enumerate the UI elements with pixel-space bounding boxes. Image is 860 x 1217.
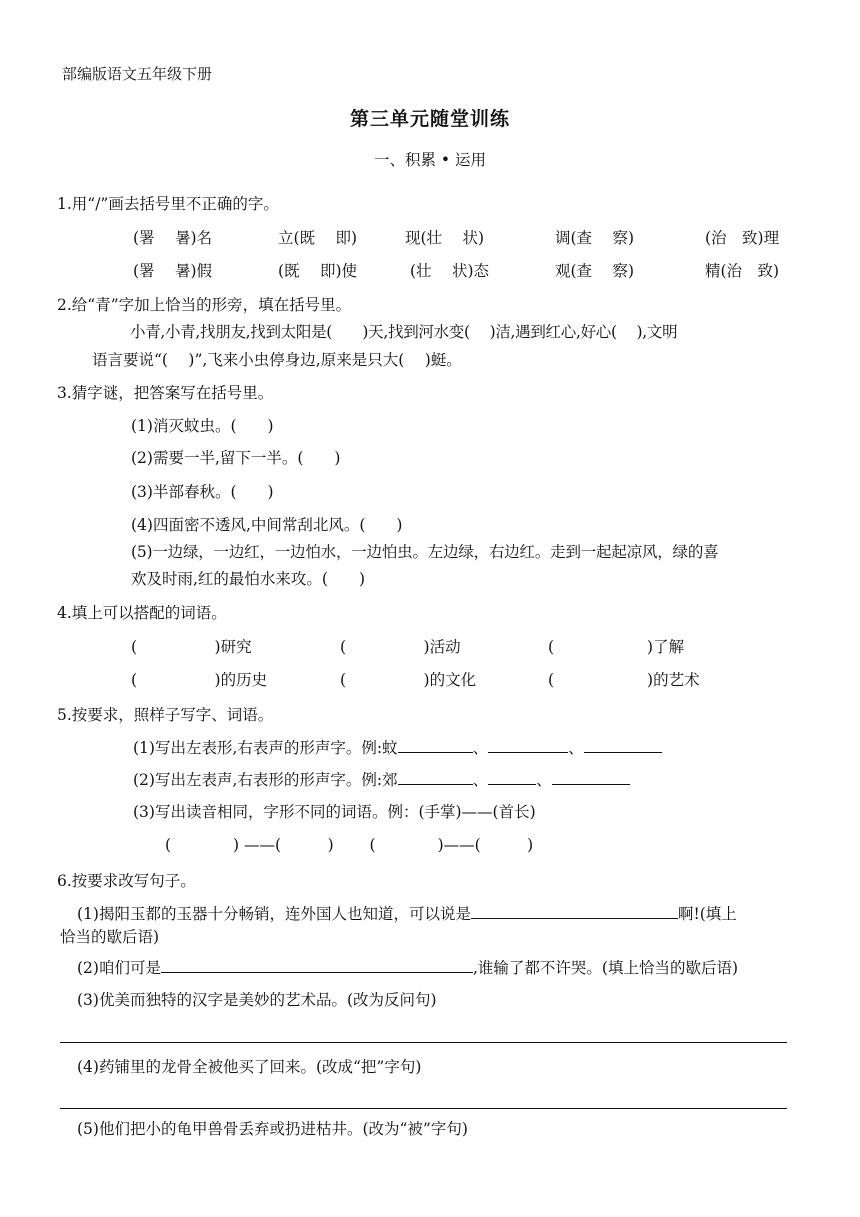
page-title: 第三单元随堂训练 (349, 108, 510, 130)
question-1-stem: 1.用“/”画去括号里不正确的字。 (57, 195, 279, 213)
q5-item-1-text: (1)写出左表形,右表声的形声字。例:蚊 (133, 739, 398, 757)
section-heading: 一、积累 • 运用 (374, 151, 486, 169)
q1-item: 调(查 察) (555, 229, 635, 247)
answer-blank[interactable] (488, 770, 536, 785)
q3-item: (3)半部春秋。( ) (131, 483, 274, 501)
question-3-stem: 3.猜字谜，把答案写在括号里。 (57, 384, 274, 402)
q1-item: 立(既 即) (278, 229, 358, 247)
q3-item: (2)需要一半,留下一半。( ) (131, 449, 341, 467)
q6-item-1-text: (1)揭阳玉都的玉器十分畅销，连外国人也知道，可以说是 (77, 905, 471, 923)
answer-line[interactable] (60, 1108, 787, 1109)
q5-item-3-answer-line: ( ) ——( ) ( )——( ) (165, 836, 534, 854)
question-4-stem: 4.填上可以搭配的词语。 (57, 604, 227, 622)
q2-text-line: 小青,小青,找朋友,找到太阳是( )天,找到河水变( )洁,遇到红心,好心( ),文明 (130, 323, 678, 341)
q3-item: (5)一边绿，一边红，一边怕水，一边怕虫。左边绿，右边红。走到一起起凉风，绿的喜 (131, 543, 719, 561)
q6-item-1-tail: 啊!(填上 (677, 905, 737, 923)
q4-item: ( )了解 (548, 638, 685, 656)
q6-item-1 (77, 902, 737, 924)
q6-item-2-text: (2)咱们可是 (77, 959, 161, 977)
q6-item-2-tail: ,谁输了都不许哭。(填上恰当的歇后语) (472, 959, 738, 977)
q1-item: (既 即)使 (278, 262, 358, 280)
q6-item-1-cont: 恰当的歇后语) (60, 928, 160, 946)
q1-item: (署 暑)假 (133, 262, 213, 280)
q6-item-2 (77, 956, 738, 978)
q4-item: ( )研究 (131, 638, 252, 656)
answer-blank[interactable] (161, 958, 473, 973)
question-6-stem: 6.按要求改写句子。 (57, 872, 196, 890)
q5-item-1 (133, 736, 662, 758)
q4-item: ( )的艺术 (548, 671, 700, 689)
q4-item: ( )的文化 (340, 671, 477, 689)
q3-item: (1)消灭蚊虫。( ) (131, 417, 274, 435)
q1-item: 观(查 察) (555, 262, 635, 280)
answer-line[interactable] (60, 1042, 787, 1043)
answer-blank[interactable] (584, 738, 662, 753)
question-5-stem: 5.按要求，照样子写字、词语。 (57, 706, 274, 724)
answer-blank[interactable] (398, 770, 473, 785)
answer-blank[interactable] (552, 770, 630, 785)
q1-item: (治 致)理 (705, 229, 780, 247)
q1-item: (壮 状)态 (410, 262, 490, 280)
q6-item-4: (4)药铺里的龙骨全被他买了回来。(改成“把”字句) (77, 1058, 422, 1076)
question-2-stem: 2.给“青”字加上恰当的形旁，填在括号里。 (57, 296, 352, 314)
q2-text-line: 语言要说“( )”,飞来小虫停身边,原来是只大( )蜓。 (92, 351, 462, 369)
separator: 、 (536, 771, 552, 789)
separator: 、 (472, 739, 489, 757)
answer-blank[interactable] (471, 904, 678, 919)
q6-item-3: (3)优美而独特的汉字是美妙的艺术品。(改为反问句) (77, 991, 437, 1009)
q5-item-2 (133, 768, 630, 790)
q1-item: 精(治 致) (705, 262, 780, 280)
answer-blank[interactable] (488, 738, 568, 753)
q3-item: 欢及时雨,红的最怕水来攻。( ) (131, 570, 366, 588)
separator: 、 (472, 771, 489, 789)
q4-item: ( )的历史 (131, 671, 268, 689)
answer-blank[interactable] (398, 738, 473, 753)
q1-item: (署 暑)名 (133, 229, 213, 247)
q4-item: ( )活动 (340, 638, 461, 656)
q5-item-2-text: (2)写出左表声,右表形的形声字。例:郊 (133, 771, 398, 789)
separator: 、 (568, 739, 584, 757)
q3-item: (4)四面密不透风,中间常刮北风。( ) (131, 516, 403, 534)
q5-item-3: (3)写出读音相同，字形不同的词语。例：(手掌)——(首长) (133, 803, 536, 821)
page-header: 部编版语文五年级下册 (62, 65, 213, 83)
q1-item: 现(壮 状) (405, 229, 485, 247)
q6-item-5: (5)他们把小的龟甲兽骨丢弃或扔进枯井。(改为“被”字句) (77, 1120, 468, 1138)
